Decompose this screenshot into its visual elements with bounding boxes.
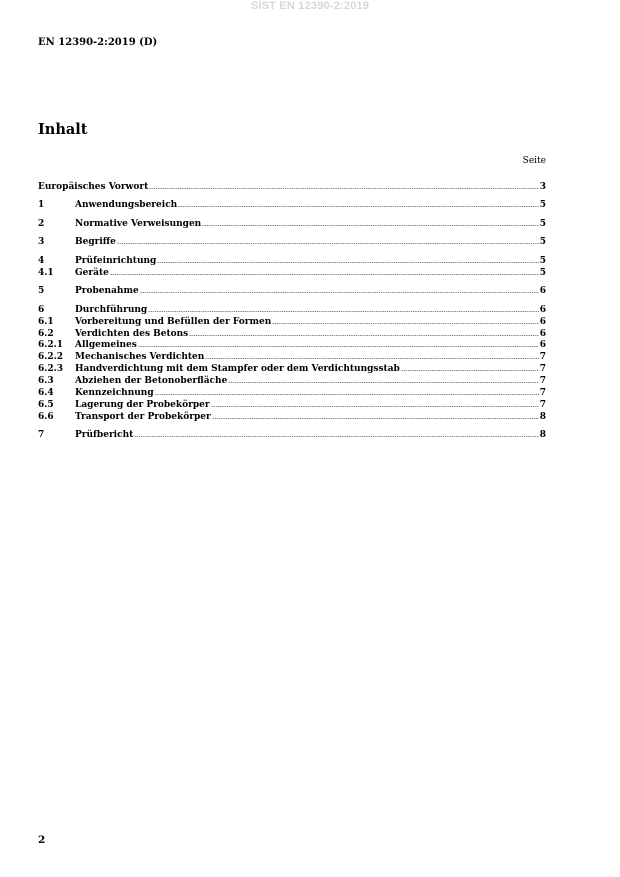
toc-entry[interactable] — [38, 429, 546, 441]
toc-leader-dots — [189, 328, 538, 336]
toc-entry-number: 6 — [38, 304, 45, 315]
table-of-contents — [38, 181, 546, 441]
toc-entry-label: Transport der Probekörper — [75, 411, 211, 422]
toc-entry[interactable] — [38, 267, 546, 279]
toc-entry-label: Durchführung — [75, 304, 148, 315]
toc-entry-number: 4.1 — [38, 267, 54, 278]
toc-entry[interactable] — [38, 328, 546, 340]
toc-leader-dots — [228, 375, 538, 383]
toc-entry-number: 2 — [38, 218, 45, 229]
toc-entry[interactable] — [38, 304, 546, 316]
toc-entry[interactable] — [38, 351, 546, 363]
toc-entry-label: Prüfeinrichtung — [75, 255, 157, 266]
toc-entry-page: 6 — [539, 304, 546, 315]
toc-entry-label: Probenahme — [75, 286, 139, 297]
toc-leader-dots — [272, 316, 538, 324]
toc-entry-label: Normative Verweisungen — [75, 218, 202, 229]
toc-entry[interactable] — [38, 387, 546, 399]
toc-entry-number: 3 — [38, 237, 45, 248]
toc-entry[interactable] — [38, 339, 546, 351]
toc-entry[interactable] — [38, 181, 546, 193]
toc-entry-page: 8 — [539, 411, 546, 422]
toc-leader-dots — [140, 285, 539, 293]
toc-entry-label: Abziehen der Betonoberfläche — [75, 376, 228, 387]
toc-entry-number: 1 — [38, 200, 45, 211]
toc-entry-label: Handverdichtung mit dem Stampfer oder dem Verdichtungsstab — [75, 364, 400, 375]
toc-entry-number: 5 — [38, 286, 45, 297]
toc-entry-page: 5 — [539, 200, 546, 211]
toc-entry[interactable] — [38, 411, 546, 423]
toc-entry-number: 6.1 — [38, 316, 54, 327]
toc-entry-page: 3 — [539, 182, 546, 192]
toc-entry-label: Anwendungsbereich — [75, 200, 178, 211]
toc-entry-label: Kennzeichnung — [75, 388, 154, 399]
toc-entry-page: 5 — [539, 267, 546, 278]
toc-entry-number: 7 — [38, 430, 45, 441]
toc-leader-dots — [211, 399, 539, 407]
toc-entry-page: 5 — [539, 237, 546, 248]
toc-entry-label: Vorbereitung und Befüllen der Formen — [75, 316, 272, 327]
toc-entry-label: Mechanisches Verdichten — [75, 352, 205, 363]
toc-entry[interactable] — [38, 285, 546, 297]
toc-entry-page: 6 — [539, 328, 546, 339]
toc-entry-label: Begriffe — [75, 237, 116, 248]
document-identifier: EN 12390-2:2019 (D) — [38, 37, 158, 48]
toc-entry[interactable] — [38, 236, 546, 248]
toc-leader-dots — [149, 181, 538, 189]
toc-entry[interactable] — [38, 399, 546, 411]
toc-leader-dots — [212, 411, 539, 419]
toc-leader-dots — [401, 363, 539, 371]
toc-entry-page: 7 — [539, 388, 546, 399]
toc-entry[interactable] — [38, 375, 546, 387]
toc-leader-dots — [157, 255, 538, 263]
toc-entry-number: 6.4 — [38, 388, 54, 399]
watermark: SIST EN 12390-2:2019 — [250, 0, 370, 12]
toc-entry-page: 7 — [539, 352, 546, 363]
toc-leader-dots — [205, 351, 538, 359]
toc-entry-page: 5 — [539, 218, 546, 229]
toc-entry-page: 7 — [539, 364, 546, 375]
toc-leader-dots — [148, 304, 539, 312]
page-column-label: Seite — [522, 156, 546, 166]
toc-entry-number: 4 — [38, 255, 45, 266]
toc-leader-dots — [138, 339, 539, 347]
toc-leader-dots — [110, 267, 539, 275]
toc-entry-number: 6.3 — [38, 376, 54, 387]
toc-entry[interactable] — [38, 316, 546, 328]
toc-entry-page: 6 — [539, 340, 546, 351]
toc-entry-label: Prüfbericht — [75, 430, 134, 441]
toc-entry-number: 6.2 — [38, 328, 54, 339]
toc-leader-dots — [178, 199, 539, 207]
toc-entry-number: 6.2.2 — [38, 352, 64, 363]
toc-entry-page: 7 — [539, 376, 546, 387]
toc-entry-number: 6.6 — [38, 411, 54, 422]
toc-entry-page: 6 — [539, 316, 546, 327]
toc-leader-dots — [117, 236, 539, 244]
toc-entry-number: 6.2.1 — [38, 340, 64, 351]
toc-entry-number: 6.2.3 — [38, 364, 64, 375]
toc-entry-page: 6 — [539, 286, 546, 297]
toc-entry[interactable] — [38, 255, 546, 267]
toc-leader-dots — [202, 218, 539, 226]
toc-entry[interactable] — [38, 363, 546, 375]
toc-entry-number: 6.5 — [38, 399, 54, 410]
toc-entry-label: Europäisches Vorwort — [38, 182, 149, 192]
toc-entry-label: Allgemeines — [75, 340, 137, 351]
toc-entry-page: 8 — [539, 430, 546, 441]
toc-entry-page: 5 — [539, 255, 546, 266]
toc-leader-dots — [155, 387, 539, 395]
toc-entry-label: Lagerung der Probekörper — [75, 399, 210, 410]
page-number: 2 — [38, 834, 46, 846]
toc-title: Inhalt — [38, 121, 88, 138]
toc-entry[interactable] — [38, 218, 546, 230]
toc-entry-page: 7 — [539, 399, 546, 410]
toc-leader-dots — [134, 429, 538, 437]
toc-entry-label: Verdichten des Betons — [75, 328, 189, 339]
toc-entry[interactable] — [38, 199, 546, 211]
toc-entry-label: Geräte — [75, 267, 109, 278]
